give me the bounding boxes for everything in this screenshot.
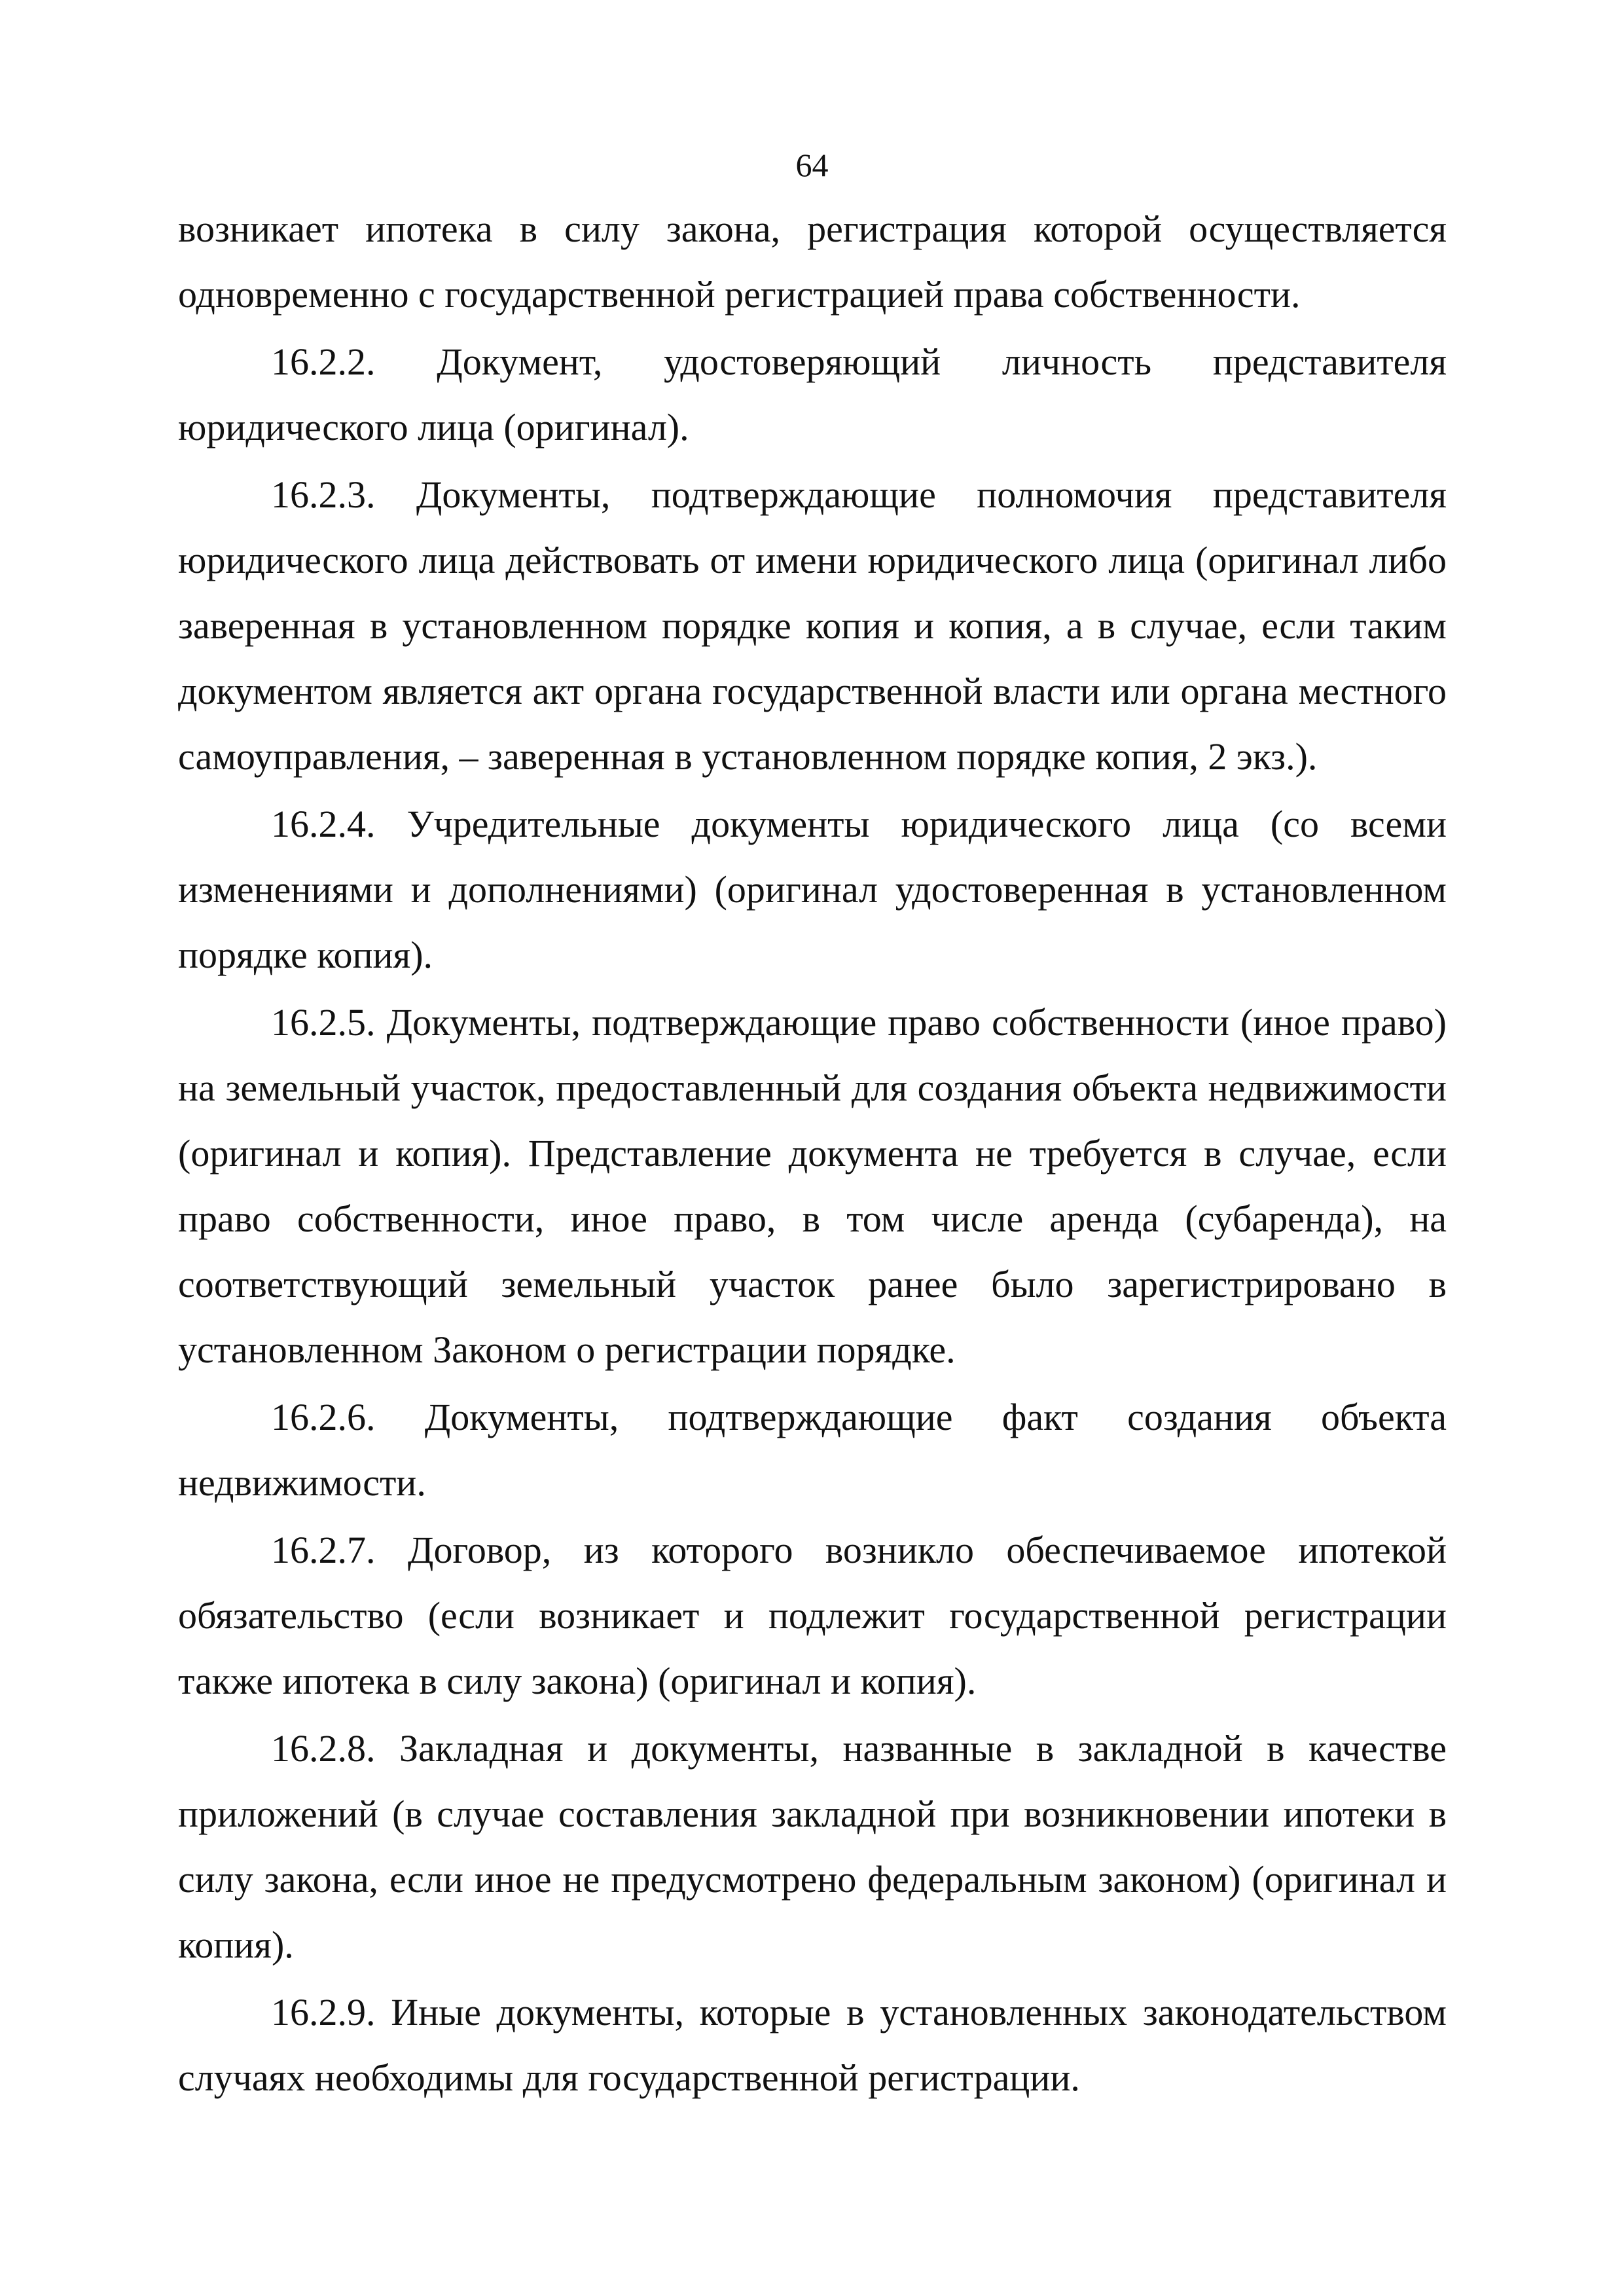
paragraph-16-2-7: 16.2.7. Договор, из которого возникло обеспечиваемое ипотекой обязательство (если возникает и подлежит государственной регистрации также ипотека в силу закона) (оригинал и копия).	[178, 1529, 1447, 1702]
document-body	[178, 196, 1447, 2113]
paragraph-16-2-3: 16.2.3. Документы, подтверждающие полномочия представителя юридического лица действовать от имени юридического лица (оригинал либо заверенная в установленном порядке копия и копия, а в случае, если таким документом является акт органа государственной власти или органа местного самоуправления, – заверенная в установленном порядке копия, 2 экз.).	[178, 473, 1447, 778]
paragraph-16-2-9: 16.2.9. Иные документы, которые в установленных законодательством случаях необходимы для государственной регистрации.	[178, 1991, 1447, 2099]
paragraph-continuation: возникает ипотека в силу закона, регистрация которой осуществляется одновременно с государственной регистрацией права собственности.	[178, 208, 1447, 316]
paragraph-16-2-2: 16.2.2. Документ, удостоверяющий личность представителя юридического лица (оригинал).	[178, 340, 1447, 448]
paragraph-16-2-8: 16.2.8. Закладная и документы, названные в закладной в качестве приложений (в случае составления закладной при возникновении ипотеки в силу закона, если иное не предусмотрено федеральным законом) (оригинал и копия).	[178, 1727, 1447, 1966]
paragraph-16-2-4: 16.2.4. Учредительные документы юридического лица (со всеми изменениями и дополнениями) (оригинал удостоверенная в установленном порядке копия).	[178, 803, 1447, 976]
page-number: 64	[795, 147, 829, 183]
paragraph-16-2-6: 16.2.6. Документы, подтверждающие факт создания объекта недвижимости.	[178, 1396, 1447, 1504]
paragraph-16-2-5: 16.2.5. Документы, подтверждающие право собственности (иное право) на земельный участок, предоставленный для создания объекта недвижимости (оригинал и копия). Представление документа не требуется в случае, если право собственности, иное право, в том числе аренда (субаренда), на соответствующий земельный участок ранее было зарегистрировано в установленном Законом о регистрации порядке.	[178, 1001, 1447, 1371]
